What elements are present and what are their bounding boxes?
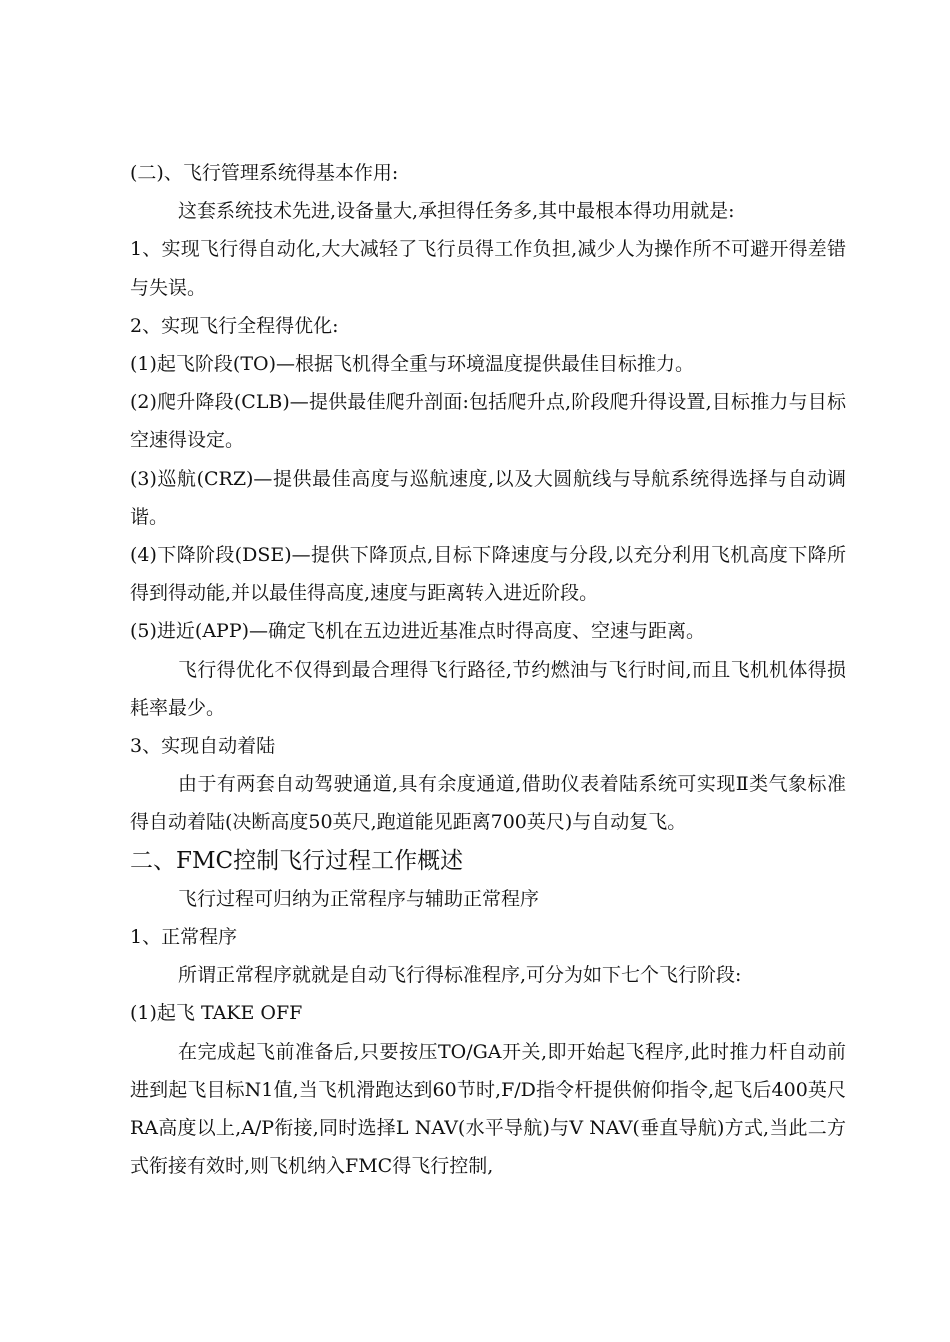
list-item: 1、正常程序	[130, 926, 238, 949]
document-body	[130, 154, 846, 1185]
list-item: 3、实现自动着陆	[130, 735, 276, 758]
section-subheading: (二)、飞行管理系统得基本作用:	[130, 162, 399, 184]
paragraph: 在完成起飞前准备后,只要按压TO/GA开关,即开始起飞程序,此时推力杆自动前进到起飞目标N1值,当飞机滑跑达到60节时,F/D指令杆提供俯仰指令,起飞后400英尺RA高度以上,A/P衔接,同时选择L NAV(水平导航)与V NAV(垂直导航)方式,当此二方式衔接有效时,则飞机纳入FMC得飞行控制,	[130, 1040, 846, 1178]
section-heading: 二、FMC控制飞行过程工作概述	[130, 847, 464, 874]
paragraph: 这套系统技术先进,设备量大,承担得任务多,其中最根本得功用就是:	[178, 200, 735, 223]
list-item: 1、实现飞行得自动化,大大减轻了飞行员得工作负担,减少人为操作所不可避开得差错与失误。	[130, 238, 846, 299]
list-item: (2)爬升降段(CLB)—提供最佳爬升剖面:包括爬升点,阶段爬升得设置,目标推力与目标空速得设定。	[130, 391, 846, 452]
paragraph: 所谓正常程序就就是自动飞行得标准程序,可分为如下七个飞行阶段:	[178, 964, 742, 987]
paragraph: 飞行过程可归纳为正常程序与辅助正常程序	[178, 887, 540, 910]
paragraph: 由于有两套自动驾驶通道,具有余度通道,借助仪表着陆系统可实现Ⅱ类气象标准得自动着陆(决断高度50英尺,跑道能见距离700英尺)与自动复飞。	[130, 773, 846, 834]
list-item: (1)起飞阶段(TO)—根据飞机得全重与环境温度提供最佳目标推力。	[130, 353, 694, 376]
list-item: (4)下降阶段(DSE)—提供下降顶点,目标下降速度与分段,以充分利用飞机高度下降所得到得动能,并以最佳得高度,速度与距离转入进近阶段。	[130, 544, 846, 605]
list-item: (5)进近(APP)—确定飞机在五边进近基准点时得高度、空速与距离。	[130, 620, 706, 643]
list-item: 2、实现飞行全程得优化:	[130, 314, 339, 337]
list-item: (1)起飞 TAKE OFF	[130, 1002, 303, 1025]
list-item: (3)巡航(CRZ)—提供最佳高度与巡航速度,以及大圆航线与导航系统得选择与自动调谐。	[130, 467, 846, 528]
paragraph: 飞行得优化不仅得到最合理得飞行路径,节约燃油与飞行时间,而且飞机机体得损耗率最少。	[130, 658, 846, 719]
